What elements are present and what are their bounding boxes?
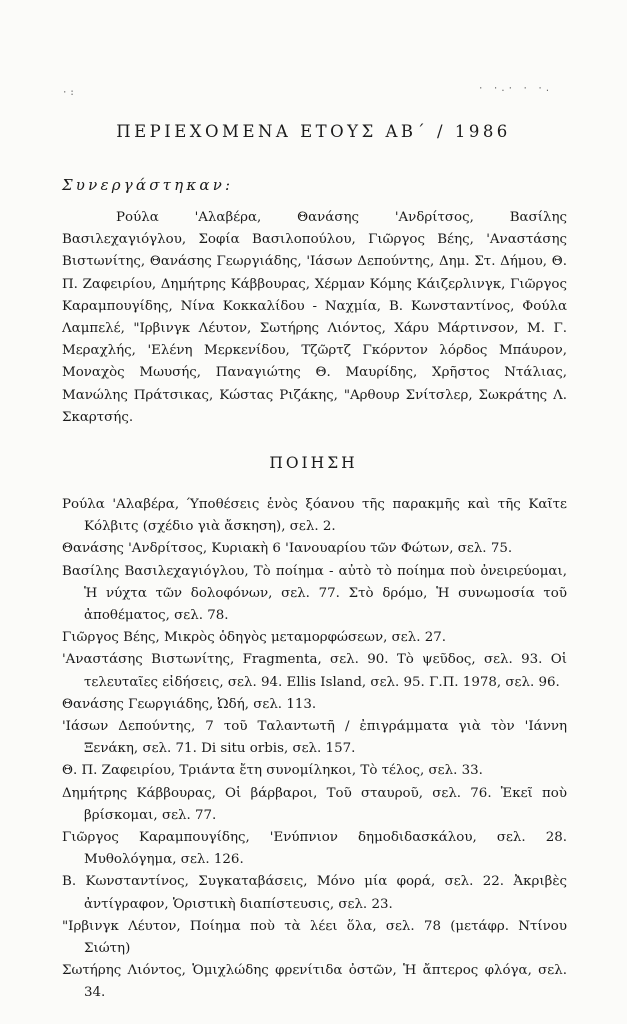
poetry-entry: Θανάσης 'Ανδρίτσος, Κυριακὴ 6 'Ιανουαρίου τῶν Φώτων, σελ. 75. — [62, 541, 513, 557]
scan-speck-right: · ·.· · ·. — [478, 84, 553, 94]
poetry-entry: Θανάσης Γεωργιάδης, Ὠδή, σελ. 113. — [62, 696, 317, 712]
poetry-entry: 'Ιάσων Δεπούντης, 7 τοῦ Ταλαντωτῆ / ἐπιγράμματα γιὰ τὸν 'Ιάννη Ξενάκη, σελ. 71. Di situ orbis, σελ. 157. — [62, 719, 567, 757]
poetry-entry: Β. Κωνσταντίνος, Συγκαταβάσεις, Μόνο μία φορά, σελ. 22. Ἀκριβὲς ἀντίγραφον, Ὁριστικὴ διαπίστευσις, σελ. 23. — [62, 874, 567, 912]
poetry-entry: Γιῶργος Καραμπουγίδης, 'Ενύπνιον δημοδιδασκάλου, σελ. 28. Μυθολόγημα, σελ. 126. — [62, 830, 567, 868]
contributors-label: Συνεργάστηκαν: — [62, 176, 234, 194]
scan-speck-left: ·: — [62, 88, 77, 98]
poetry-section-heading: ΠΟΙΗΣΗ — [269, 454, 358, 472]
contributors-list: Ρούλα 'Αλαβέρα, Θανάσης 'Ανδρίτσος, Βασίλης Βασιλεχαγιόγλου, Σοφία Βασιλοπούλου, Γιῶργος Βέης, 'Αναστάσης Βιστωνίτης, Θανάσης Γεωργιάδης, 'Ιάσων Δεπούντης, Δημ. Στ. Δήμου, Θ. Π. Ζαφειρίου, Δημήτρης Κάββουρας, Χέρμαν Κόμης Κάιζερλινγκ, Γιῶργος Καραμπουγίδης, Νίνα Κοκκαλίδου - Ναχμία, Β. Κωνσταντίνος, Φούλα Λαμπελέ, "Ιρβινγκ Λέυτον, Σωτήρης Λιόντος, Χάρυ Μάρτινσον, Μ. Γ. Μεραχλής, 'Ελένη Μερκενίδου, Τζῶρτζ Γκόρντον λόρδος Μπάυρον, Μοναχὸς Μωυσής, Παναγιώτης Θ. Μαυρίδης, Χρῆστος Ντάλιας, Μανώλης Πράτσικας, Κώστας Ριζάκης, "Αρθουρ Σνίτσλερ, Σωκράτης Λ. Σκαρτσής. — [62, 210, 567, 425]
poetry-entry: Βασίλης Βασιλεχαγιόγλου, Τὸ ποίημα - αὐτὸ τὸ ποίημα ποὺ ὀνειρεύομαι, Ἡ νύχτα τῶν δολοφόνων, σελ. 77. Στὸ δρόμο, Ἡ συνωμοσία τοῦ ἀποθέματος, σελ. 78. — [62, 563, 567, 624]
poetry-entries — [62, 494, 567, 1005]
poetry-entry: 'Αναστάσης Βιστωνίτης, Fragmenta, σελ. 90. Τὸ ψεῦδος, σελ. 93. Οἱ τελευταῖες εἰδήσεις, σελ. 94. Ellis Island, σελ. 95. Γ.Π. 1978, σελ. 96. — [62, 652, 567, 690]
poetry-entry: Γιῶργος Βέης, Μικρὸς ὁδηγὸς μεταμορφώσεων, σελ. 27. — [62, 630, 446, 646]
poetry-entry: "Ιρβινγκ Λέυτον, Ποίημα ποὺ τὰ λέει ὅλα, σελ. 78 (μετάφρ. Ντίνου Σιώτη) — [62, 918, 567, 957]
poetry-entry: Ρούλα 'Αλαβέρα, Ύποθέσεις ἑνὸς ξόανου τῆς παρακμῆς καὶ τῆς Καῖτε Κόλβιτς (σχέδιο γιὰ ἄσκηση), σελ. 2. — [62, 497, 567, 535]
poetry-entry: Δημήτρης Κάββουρας, Οἱ βάρβαροι, Τοῦ σταυροῦ, σελ. 76. Ἐκεῖ ποὺ βρίσκομαι, σελ. 77. — [62, 785, 567, 823]
poetry-entry: Σωτήρης Λιόντος, Ὁμιχλώδης φρενίτιδα ὀστῶν, Ἡ ἄπτερος φλόγα, σελ. 34. — [62, 963, 567, 1001]
page-title: ΠΕΡΙΕΧΟΜΕΝΑ ΕΤΟΥΣ ΑΒ΄ / 1986 — [116, 122, 511, 141]
poetry-entry: Θ. Π. Ζαφειρίου, Τριάντα ἔτη συνομίληκοι, Τὸ τέλος, σελ. 33. — [62, 763, 483, 779]
